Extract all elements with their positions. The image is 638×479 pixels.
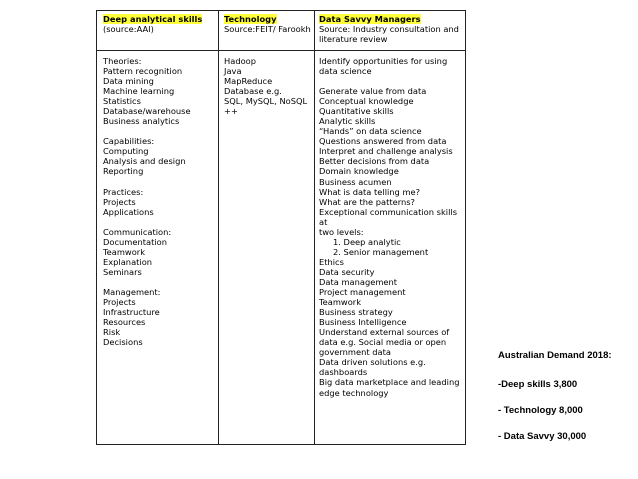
col-technology: [224, 56, 312, 116]
list-item: Data security: [319, 266, 375, 277]
numbered-item: 2. Senior management: [333, 246, 429, 257]
header-title: Data Savvy Managers: [319, 14, 421, 24]
demand-technology: - Technology 8,000: [498, 405, 583, 416]
list-item: Theories:: [103, 56, 142, 66]
table-header-divider: [96, 50, 466, 51]
demand-deep-skills: -Deep skills 3,800: [498, 379, 578, 390]
list-item: Business acumen: [319, 176, 392, 187]
list-item: dashboards: [319, 367, 368, 378]
demand-title: Australian Demand 2018:: [498, 350, 612, 361]
header-source: Source:FEIT/ Farookh: [224, 24, 311, 35]
list-item: two levels:: [319, 226, 364, 237]
header-source: Source: Industry consultation and: [319, 24, 459, 35]
list-item: Seminars: [103, 266, 142, 277]
list-item: “Hands” on data science: [319, 126, 422, 137]
list-item: Management:: [103, 286, 161, 297]
list-item: Database e.g.: [224, 86, 282, 97]
list-item: Questions answered from data: [319, 136, 447, 147]
header-title: Technology: [224, 14, 277, 24]
list-item: edge technology: [319, 387, 389, 398]
list-item: ++: [224, 106, 238, 117]
list-item: What is data telling me?: [319, 186, 421, 197]
header-technology: [224, 14, 312, 34]
list-item: Project management: [319, 287, 406, 298]
list-item: Exceptional communication skills at: [319, 206, 458, 227]
list-item: Documentation: [103, 236, 167, 247]
skills-table: [96, 10, 466, 445]
list-item: Understand external sources of: [319, 327, 450, 338]
list-item: Conceptual knowledge: [319, 96, 414, 107]
list-item: Risk: [103, 327, 121, 338]
list-item: Applications: [103, 206, 154, 217]
list-item: Practices:: [103, 186, 144, 197]
table-border-bottom: [96, 444, 466, 445]
header-data-savvy: [319, 14, 464, 44]
list-item: Hadoop: [224, 56, 257, 66]
table-border-top: [96, 10, 466, 11]
list-item: Teamwork: [319, 297, 362, 308]
list-item: Analytic skills: [319, 116, 376, 127]
list-item: SQL, MySQL, NoSQL: [224, 96, 308, 107]
list-item: Identify opportunities for using: [319, 56, 448, 66]
header-source: literature review: [319, 34, 388, 45]
list-item: Data mining: [103, 76, 154, 87]
list-item: Better decisions from data: [319, 156, 430, 167]
demand-data-savvy: - Data Savvy 30,000: [498, 431, 587, 442]
table-divider-1: [218, 10, 219, 445]
list-item: Teamwork: [103, 246, 146, 257]
table-border-left: [96, 10, 97, 445]
list-item: Analysis and design: [103, 156, 186, 167]
list-item: Quantitative skills: [319, 106, 394, 117]
list-item: Business analytics: [103, 116, 180, 127]
list-item: Business Intelligence: [319, 317, 407, 328]
list-item: Java: [224, 66, 242, 77]
list-item: Infrastructure: [103, 306, 160, 317]
list-item: Computing: [103, 146, 149, 157]
list-item: Communication:: [103, 226, 172, 237]
numbered-item: 1. Deep analytic: [333, 236, 401, 247]
list-item: What are the patterns?: [319, 196, 415, 207]
list-item: Domain knowledge: [319, 166, 399, 177]
list-item: government data: [319, 347, 391, 358]
list-item: Database/warehouse: [103, 106, 191, 117]
list-item: data science: [319, 66, 372, 77]
list-item: Reporting: [103, 166, 144, 177]
list-item: Capabilities:: [103, 136, 155, 147]
list-item: Resources: [103, 317, 146, 328]
header-source: (source:AAI): [103, 24, 154, 35]
list-item: data e.g. Social media or open: [319, 337, 447, 348]
list-item: Projects: [103, 196, 136, 207]
header-title: Deep analytical skills: [103, 14, 203, 24]
col-data-savvy: [319, 56, 464, 398]
table-divider-2: [314, 10, 315, 445]
list-item: Big data marketplace and leading: [319, 377, 460, 388]
col-deep-analytical: [103, 56, 215, 347]
list-item: MapReduce: [224, 76, 273, 87]
list-item: Explanation: [103, 256, 153, 267]
list-item: Data driven solutions e.g.: [319, 357, 426, 368]
list-item: Machine learning: [103, 86, 175, 97]
list-item: Decisions: [103, 337, 143, 348]
list-item: Data management: [319, 276, 398, 287]
list-item: Business strategy: [319, 307, 393, 318]
list-item: Projects: [103, 296, 136, 307]
list-item: Interpret and challenge analysis: [319, 146, 453, 157]
list-item: Ethics: [319, 256, 344, 267]
table-border-right: [465, 10, 466, 445]
list-item: Generate value from data: [319, 86, 427, 97]
list-item: Statistics: [103, 96, 141, 107]
list-item: Pattern recognition: [103, 66, 183, 77]
header-deep-analytical: [103, 14, 215, 34]
